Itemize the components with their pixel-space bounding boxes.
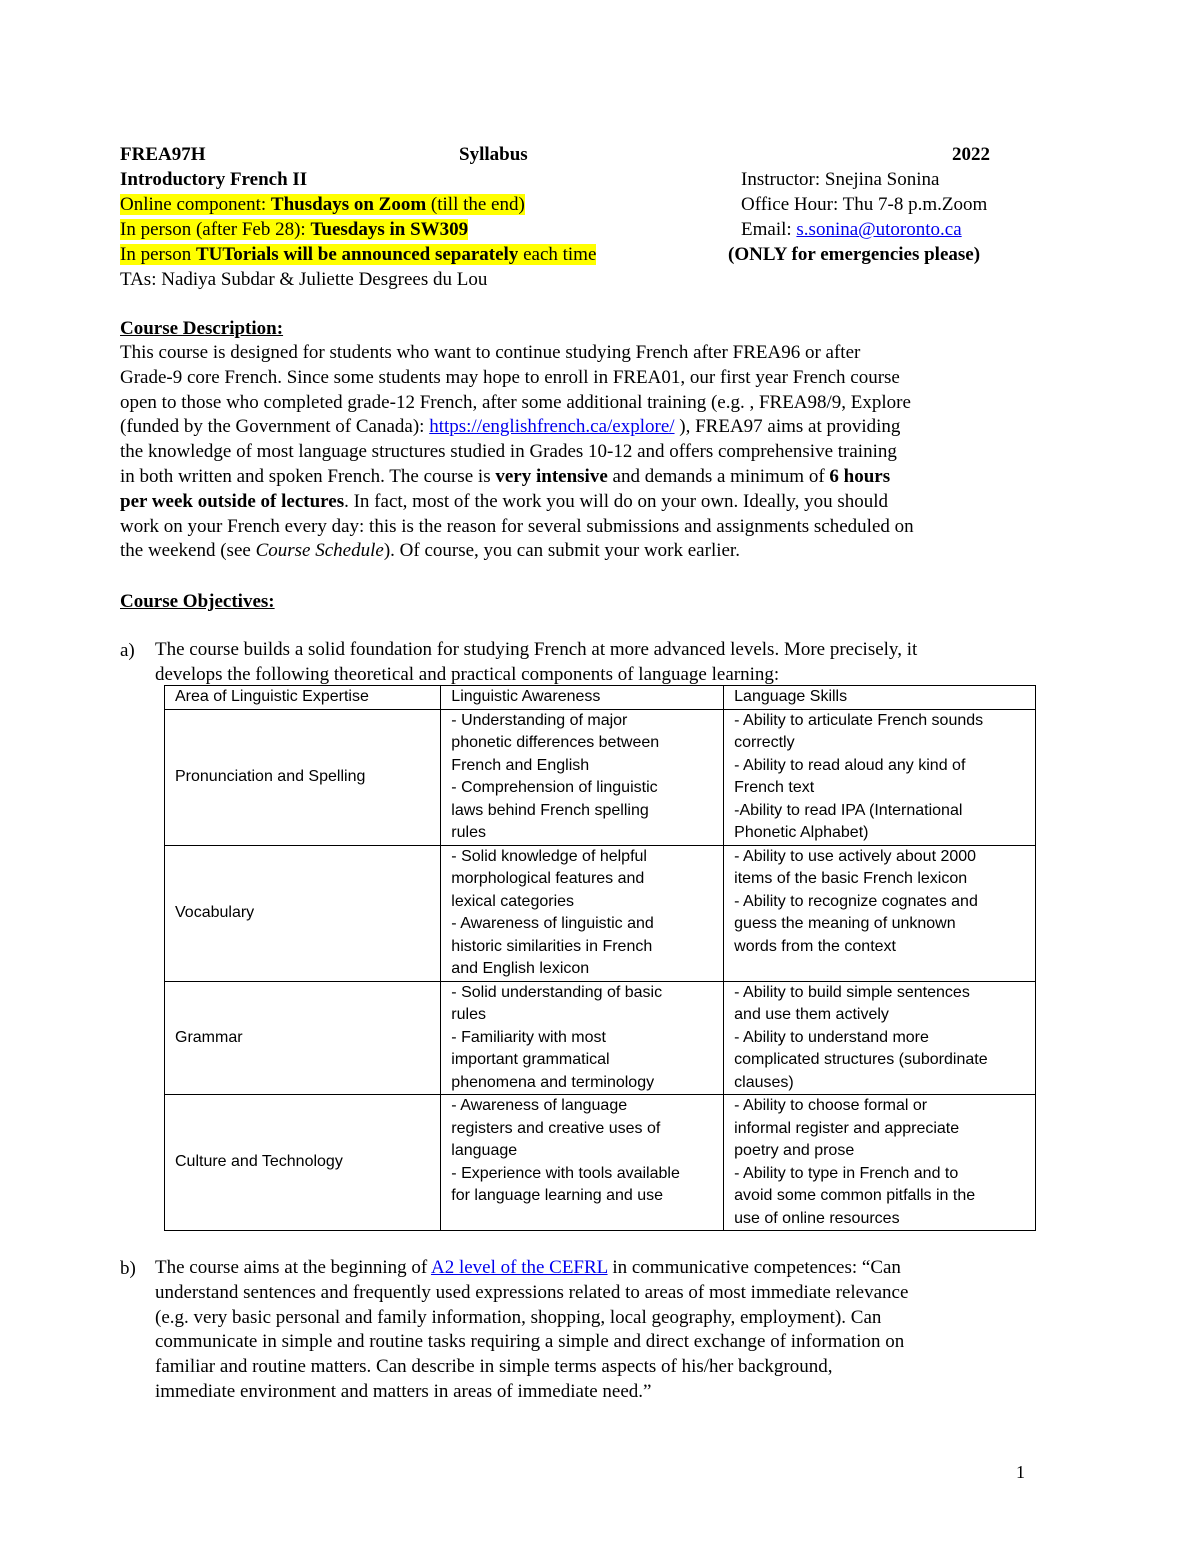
page-number: 1 (1016, 1462, 1025, 1482)
cell-line: - Ability to read aloud any kind of (734, 756, 966, 774)
cell-line: French text (734, 779, 815, 796)
cefrl-link[interactable]: A2 level of the CEFRL (430, 1257, 608, 1278)
table-row (165, 709, 1036, 845)
cell-line: complicated structures (subordinate (734, 1051, 988, 1068)
desc-line-8: work on your French every day: this is the reason for several submissions and assignments scheduled on (120, 515, 914, 537)
desc-line-4 (120, 415, 914, 440)
cell-line: and English lexicon (451, 960, 590, 977)
tut-bold: TUTorials will be announced separately (195, 244, 519, 265)
obj-a-line-1: The course builds a solid foundation for studying French at more advanced levels. More precisely, it (155, 639, 918, 660)
objective-a-label: a) (120, 640, 135, 661)
cell-line: laws behind French spelling (451, 801, 649, 819)
desc-l6-bold1: very intensive (495, 465, 608, 487)
desc-l9-post: ). Of course, you can submit your work earlier. (383, 540, 740, 562)
table-row (165, 981, 1036, 1095)
area-cell: Grammar (165, 981, 441, 1095)
area-cell: Pronunciation and Spelling (165, 709, 441, 845)
obj-b-line-2: understand sentences and frequently used expressions related to areas of most immediate relevance (155, 1281, 909, 1303)
objectives-heading: Course Objectives: (120, 591, 275, 612)
objectives-table (164, 685, 1036, 1231)
cell-line: items of the basic French lexicon (734, 870, 968, 887)
cell-line: French and English (451, 756, 590, 774)
cell-line: correctly (734, 734, 795, 751)
description-heading: Course Description: (120, 318, 284, 339)
cell-line: poetry and prose (734, 1142, 855, 1159)
year: 2022 (952, 144, 990, 165)
skills-cell (724, 709, 1036, 845)
email-link[interactable]: s.sonina@utoronto.ca (796, 219, 962, 240)
inperson-prefix: In person (after Feb 28): (120, 219, 311, 240)
online-component-line (120, 192, 525, 217)
cell-line: - Ability to recognize cognates and (734, 892, 978, 910)
cell-line: - Ability to articulate French sounds (734, 711, 984, 729)
cell-line: clauses) (734, 1073, 794, 1091)
cell-line: and use them actively (734, 1006, 889, 1023)
obj-b-line-6: immediate environment and matters in areas of immediate need.” (155, 1380, 652, 1402)
desc-l6-pre: in both written and spoken French. The course is (120, 465, 496, 487)
cell-line: phenomena and terminology (451, 1073, 655, 1091)
desc-l6-mid: and demands a minimum of (607, 465, 830, 487)
desc-line-6 (120, 465, 914, 490)
inperson-bold: Tuesdays in SW309 (310, 219, 469, 240)
cell-line: - Comprehension of linguistic (451, 779, 658, 796)
obj-b-line-5: familiar and routine matters. Can describe in simple terms aspects of his/her background, (155, 1356, 833, 1378)
obj-b-line-3: (e.g. very basic personal and family information, shopping, local geography, employment). Can (155, 1306, 882, 1328)
col-header: Language Skills (724, 686, 1036, 710)
email-note: (ONLY for emergencies please) (728, 244, 981, 265)
table-row (165, 845, 1036, 981)
cell-line: -Ability to read IPA (International (734, 801, 963, 819)
description-paragraph (120, 341, 914, 564)
online-prefix: Online component: (120, 194, 271, 215)
tutorials-line (120, 242, 596, 267)
cell-line: registers and creative uses of (451, 1119, 661, 1137)
cell-line: - Familiarity with most (451, 1028, 606, 1046)
objective-a-text (155, 638, 917, 688)
skills-cell (724, 845, 1036, 981)
objective-b-text (155, 1256, 908, 1405)
office-hour: Office Hour: Thu 7-8 p.m.Zoom (741, 194, 988, 215)
cell-line: important grammatical (451, 1051, 610, 1068)
table-header-row (165, 686, 1036, 710)
table-row (165, 1095, 1036, 1231)
cell-line: rules (451, 1006, 486, 1023)
area-cell: Vocabulary (165, 845, 441, 981)
cell-line: language (451, 1142, 518, 1159)
cell-line: rules (451, 824, 486, 841)
cell-line: guess the meaning of unknown (734, 915, 956, 932)
cell-line: morphological features and (451, 870, 645, 887)
area-cell: Culture and Technology (165, 1095, 441, 1231)
cell-line: words from the context (734, 937, 896, 955)
obj-b-l1-post: in communicative competences: “Can (607, 1257, 901, 1278)
cell-line: phonetic differences between (451, 734, 660, 751)
cell-line: - Experience with tools available (451, 1164, 680, 1182)
col-header: Linguistic Awareness (441, 686, 724, 710)
instructor: Instructor: Snejina Sonina (741, 169, 940, 190)
desc-l9-pre: the weekend (see (120, 540, 256, 562)
desc-line-3: open to those who completed grade-12 French, after some additional training (e.g. , FREA98/9, Explore (120, 391, 911, 413)
desc-line-5: the knowledge of most language structures studied in Grades 10-12 and offers comprehensive training (120, 441, 897, 463)
cell-line: Phonetic Alphabet) (734, 824, 869, 841)
desc-l7-bold: per week outside of lectures (120, 490, 345, 512)
awareness-cell (441, 981, 724, 1095)
explore-link[interactable]: https://englishfrench.ca/explore/ (429, 416, 675, 438)
cell-line: - Ability to type in French and to (734, 1164, 959, 1182)
cell-line: - Awareness of language (451, 1097, 628, 1114)
desc-line-2: Grade-9 core French. Since some students may hope to enroll in FREA01, our first year French course (120, 366, 900, 388)
desc-l6-bold2: 6 hours (829, 465, 891, 487)
cell-line: - Ability to use actively about 2000 (734, 847, 977, 865)
desc-l4-pre: (funded by the Government of Canada): (120, 416, 430, 438)
cell-line: - Understanding of major (451, 711, 628, 729)
awareness-cell (441, 1095, 724, 1231)
desc-line-9 (120, 539, 914, 564)
col-header: Area of Linguistic Expertise (165, 686, 441, 710)
cell-line: - Solid knowledge of helpful (451, 847, 647, 865)
awareness-cell (441, 709, 724, 845)
cell-line: historic similarities in French (451, 937, 653, 955)
desc-line-7 (120, 490, 914, 515)
tas-line: TAs: Nadiya Subdar & Juliette Desgrees du Lou (120, 269, 488, 290)
desc-l7-post: . In fact, most of the work you will do on your own. Ideally, you should (344, 490, 888, 512)
obj-b-line-4: communicate in simple and routine tasks requiring a simple and direct exchange of information on (155, 1331, 905, 1353)
awareness-cell (441, 845, 724, 981)
obj-b-line-1 (155, 1256, 908, 1281)
in-person-line (120, 217, 468, 242)
cell-line: - Ability to choose formal or (734, 1097, 928, 1114)
cell-line: - Ability to build simple sentences (734, 983, 970, 1001)
skills-cell (724, 1095, 1036, 1231)
course-title: Introductory French II (120, 169, 308, 190)
online-bold: Thusdays on Zoom (270, 194, 427, 215)
cell-line: avoid some common pitfalls in the (734, 1187, 976, 1204)
tut-prefix: In person (120, 244, 196, 265)
tut-suffix: each time (518, 244, 597, 265)
online-suffix: (till the end) (426, 194, 525, 215)
cell-line: use of online resources (734, 1209, 900, 1227)
desc-l9-ital: Course Schedule (255, 540, 384, 562)
cell-line: - Ability to understand more (734, 1028, 929, 1046)
cell-line: lexical categories (451, 892, 575, 910)
obj-a-line-2: develops the following theoretical and practical components of language learning: (155, 663, 780, 685)
skills-cell (724, 981, 1036, 1095)
cell-line: - Awareness of linguistic and (451, 915, 654, 932)
desc-line-1: This course is designed for students who want to continue studying French after FREA96 or after (120, 342, 861, 363)
course-code: FREA97H (120, 144, 206, 165)
email-line (741, 217, 962, 242)
obj-b-l1-pre: The course aims at the beginning of (155, 1257, 431, 1278)
email-label: Email: (741, 219, 797, 240)
cell-line: - Solid understanding of basic (451, 983, 663, 1001)
cell-line: for language learning and use (451, 1187, 664, 1204)
objective-b-label: b) (120, 1258, 136, 1279)
desc-l4-post: ), FREA97 aims at providing (674, 416, 901, 438)
cell-line: informal register and appreciate (734, 1119, 960, 1137)
doc-type: Syllabus (459, 144, 528, 165)
